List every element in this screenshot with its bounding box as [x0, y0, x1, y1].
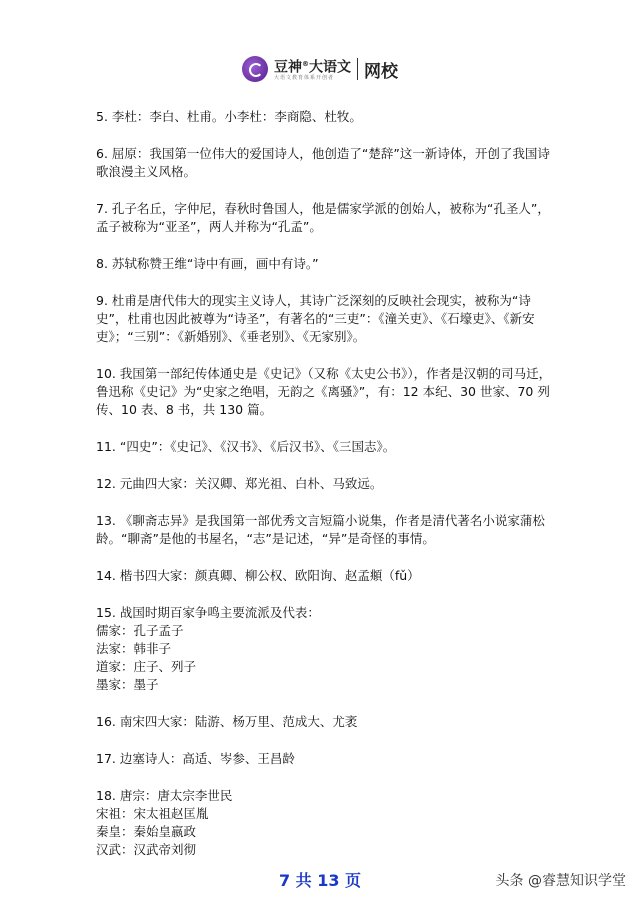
- document-body: [96, 108, 556, 859]
- item-15-line: 法家：韩非子: [96, 641, 172, 656]
- item-18-title: 18. 唐宗：唐太宗李世民: [96, 788, 233, 803]
- brand-name: 豆神®大语文: [274, 59, 351, 76]
- item-15-line: 道家：庄子、列子: [96, 659, 197, 674]
- page-number: 7 共 13 页: [278, 871, 362, 890]
- item-15-title: 15. 战国时期百家争鸣主要流派及代表：: [96, 605, 320, 620]
- item-17: 17. 边塞诗人：高适、岑参、王昌龄: [96, 751, 295, 766]
- source-watermark: 头条 @睿慧知识学堂: [495, 873, 626, 889]
- item-18-line: 汉武：汉武帝刘彻: [96, 842, 197, 857]
- brand-logo-icon: [242, 56, 268, 82]
- item-9: 9. 杜甫是唐代伟大的现实主义诗人，其诗广泛深刻的反映社会现实，被称为“诗史”，杜甫也因此被尊为“诗圣”，有著名的“三吏”：《潼关吏》、《石壕吏》、《新安吏》；“三别”：《新婚别》、《垂老别》、《无家别》。: [96, 293, 535, 344]
- item-13: 13. 《聊斋志异》是我国第一部优秀文言短篇小说集，作者是清代著名小说家蒲松龄。“聊斋”是他的书屋名，“志”是记述，“异”是奇怪的事情。: [96, 513, 545, 546]
- item-8: 8. 苏轼称赞王维“诗中有画，画中有诗。”: [96, 256, 319, 271]
- item-10: 10. 我国第一部纪传体通史是《史记》（又称《太史公书》），作者是汉朝的司马迁，鲁迅称《史记》为“史家之绝唱，无韵之《离骚》”，有：12 本纪、30 世家、70 列传、10 表、8 书，共 130 篇。: [96, 366, 552, 417]
- item-7: 7. 孔子名丘，字仲尼，春秋时鲁国人，他是儒家学派的创始人，被称为“孔圣人”，孟子被称为“亚圣”，两人并称为“孔孟”。: [96, 201, 550, 234]
- item-16: 16. 南宋四大家：陆游、杨万里、范成大、尤袤: [96, 714, 358, 729]
- item-15-line: 儒家：孔子孟子: [96, 623, 184, 638]
- item-15-line: 墨家：墨子: [96, 677, 159, 692]
- page-header: [0, 52, 640, 86]
- item-18-line: 秦皇：秦始皇嬴政: [96, 824, 197, 839]
- brand-text: [274, 56, 351, 83]
- item-11: 11. “四史”：《史记》、《汉书》、《后汉书》、《三国志》。: [96, 439, 396, 454]
- item-14: 14. 楷书四大家：颜真卿、柳公权、欧阳询、赵孟頫（fǔ）: [96, 568, 420, 583]
- item-5: 5. 李杜：李白、杜甫。小李杜：李商隐、杜牧。: [96, 109, 362, 124]
- item-18-line: 宋祖：宋太祖赵匡胤: [96, 806, 209, 821]
- item-12: 12. 元曲四大家：关汉卿、郑光祖、白朴、马致远。: [96, 476, 383, 491]
- brand-divider: [357, 58, 358, 80]
- brand-right: 网校: [364, 61, 398, 82]
- item-6: 6. 屈原：我国第一位伟大的爱国诗人，他创造了“楚辞”这一新诗体，开创了我国诗歌浪漫主义风格。: [96, 146, 550, 179]
- brand-slogan: 大语文教育体系开创者: [274, 75, 335, 82]
